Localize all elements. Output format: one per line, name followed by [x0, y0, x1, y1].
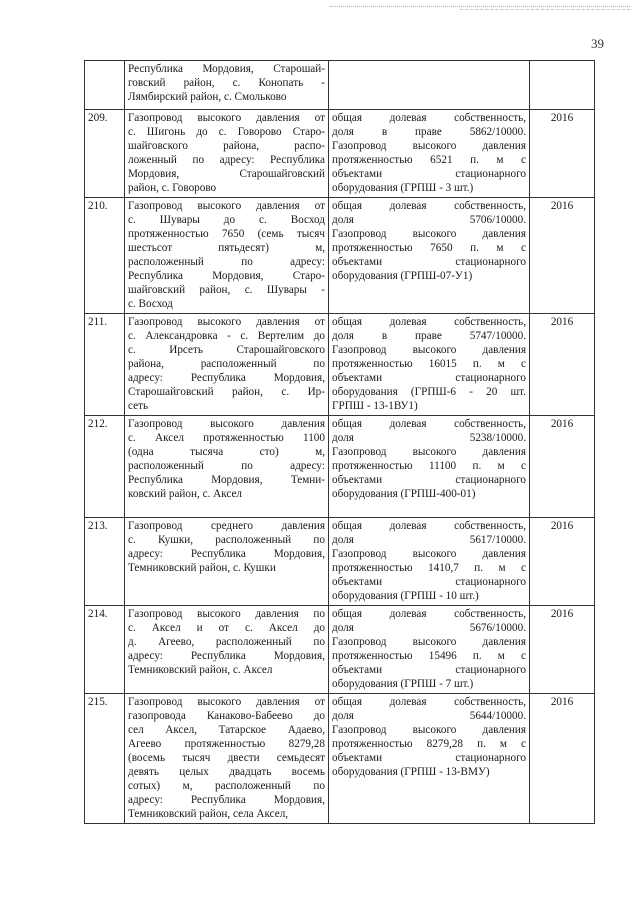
right-description	[329, 61, 530, 110]
text-line: протяженностью 6521 п. м с	[332, 154, 526, 166]
text-line: Темниковский район, с. Аксел	[128, 664, 273, 676]
object-description	[125, 694, 329, 824]
text-line: район, с. Говорово	[128, 182, 217, 194]
text-line: газопровода Канаково-Бабеево до	[128, 710, 325, 722]
table-row	[85, 110, 595, 198]
registration-year: 2016	[530, 606, 595, 694]
text-line: Агеево протяженностью 8279,28	[128, 738, 325, 750]
text-line: объектами стационарного	[332, 752, 526, 764]
text-line: Газопровод высокого давления	[332, 446, 526, 458]
text-line: Газопровод высокого давления	[332, 140, 526, 152]
register-body	[85, 61, 595, 824]
registration-year: 2016	[530, 416, 595, 518]
text-line: доля 5706/10000.	[332, 214, 526, 226]
text-line: с. Шигонь до с. Говорово Старо-	[128, 126, 325, 138]
table-row	[85, 606, 595, 694]
page-number: 39	[591, 36, 604, 51]
text-line: Республика Мордовия, Старо-	[128, 270, 325, 282]
row-number: 209.	[85, 110, 125, 198]
text-line: Газопровод высокого давления	[332, 636, 526, 648]
text-line: Республика Мордовия, Темни-	[128, 474, 325, 486]
text-line: девять целых двадцать восемь	[128, 766, 325, 778]
text-line: (одна тысяча сто) м,	[128, 446, 325, 458]
text-line: Газопровод высокого давления по	[128, 608, 325, 620]
text-line: расположенный по адресу:	[128, 256, 325, 268]
text-line: доля в праве 5747/10000.	[332, 330, 526, 342]
table-row	[85, 694, 595, 824]
text-line: оборудования (ГРПШ - 10 шт.)	[332, 590, 479, 602]
text-line: оборудования (ГРПШ - 13-ВМУ)	[332, 766, 490, 778]
text-line: Газопровод высокого давления	[332, 724, 526, 736]
text-line: адресу: Республика Мордовия,	[128, 794, 325, 806]
text-line: (восемь тысяч двести семьдесят	[128, 752, 325, 764]
text-line: общая долевая собственность,	[332, 200, 526, 212]
text-line: района, расположенный по	[128, 358, 325, 370]
table-row	[85, 314, 595, 416]
text-line: с. Аксел протяженностью 1100	[128, 432, 325, 444]
text-line: ложенный по адресу: Республика	[128, 154, 325, 166]
text-line: адресу: Республика Мордовия,	[128, 548, 325, 560]
text-line: протяженностью 16015 п. м с	[332, 358, 526, 370]
object-description	[125, 606, 329, 694]
row-number: 212.	[85, 416, 125, 518]
text-line: ковский район, с. Аксел	[128, 488, 243, 500]
text-line: доля в праве 5862/10000.	[332, 126, 526, 138]
text-line: Старошайговский район, с. Ир-	[128, 386, 325, 398]
text-line: с. Кушки, расположенный по	[128, 534, 325, 546]
text-line: Газопровод высокого давления от	[128, 112, 325, 124]
text-line: ГРПШ - 13-1ВУ1)	[332, 400, 418, 412]
text-line: оборудования (ГРПШ - 7 шт.)	[332, 678, 474, 690]
text-line: общая долевая собственность,	[332, 316, 526, 328]
text-line: объектами стационарного	[332, 168, 526, 180]
text-line: общая долевая собственность,	[332, 520, 526, 532]
row-number: 213.	[85, 518, 125, 606]
row-number	[85, 61, 125, 110]
text-line: расположенный по адресу:	[128, 460, 325, 472]
table-row	[85, 198, 595, 314]
text-line: Республика Мордовия, Старошай-	[128, 63, 325, 75]
text-line: с. Восход	[128, 298, 173, 310]
right-description	[329, 606, 530, 694]
text-line: оборудования (ГРПШ-400-01)	[332, 488, 476, 500]
text-line: протяженностью 11100 п. м с	[332, 460, 526, 472]
text-line: с. Александровка - с. Вертелим до	[128, 330, 325, 342]
text-line: общая долевая собственность,	[332, 112, 526, 124]
text-line: сел Аксел, Татарское Адаево,	[128, 724, 325, 736]
text-line: Мордовия, Старошайговский	[128, 168, 325, 180]
text-line: общая долевая собственность,	[332, 608, 526, 620]
text-line: доля 5676/10000.	[332, 622, 526, 634]
text-line: протяженностью 15496 п. м с	[332, 650, 526, 662]
text-line: адресу: Республика Мордовия,	[128, 372, 325, 384]
text-line: с. Шувары до с. Восход	[128, 214, 325, 226]
row-number: 214.	[85, 606, 125, 694]
text-line: протяженностью 1410,7 п. м с	[332, 562, 526, 574]
text-line: адресу: Республика Мордовия,	[128, 650, 325, 662]
right-description	[329, 314, 530, 416]
row-number: 210.	[85, 198, 125, 314]
registration-year: 2016	[530, 518, 595, 606]
text-line: объектами стационарного	[332, 372, 526, 384]
text-line: Лямбирский район, с. Смольково	[128, 91, 287, 103]
text-line: доля 5644/10000.	[332, 710, 526, 722]
text-line: доля 5238/10000.	[332, 432, 526, 444]
text-line: Газопровод высокого давления	[332, 228, 526, 240]
text-line: сеть	[128, 400, 149, 412]
row-number: 211.	[85, 314, 125, 416]
object-description	[125, 110, 329, 198]
property-register-table	[84, 60, 595, 824]
text-line: Газопровод высокого давления	[332, 344, 526, 356]
text-line: протяженностью 7650 (семь тысяч	[128, 228, 325, 240]
registration-year: 2016	[530, 110, 595, 198]
text-line: Темниковский район, с. Кушки	[128, 562, 276, 574]
text-line: объектами стационарного	[332, 664, 526, 676]
text-line: доля 5617/10000.	[332, 534, 526, 546]
registration-year: 2016	[530, 694, 595, 824]
right-description	[329, 198, 530, 314]
text-line: Газопровод высокого давления от	[128, 200, 325, 212]
text-line: общая долевая собственность,	[332, 696, 526, 708]
text-line: общая долевая собственность,	[332, 418, 526, 430]
right-description	[329, 416, 530, 518]
text-line: шайговского района, распо-	[128, 140, 325, 152]
text-line: объектами стационарного	[332, 256, 526, 268]
object-description	[125, 518, 329, 606]
table-row	[85, 518, 595, 606]
object-description	[125, 198, 329, 314]
registration-year	[530, 61, 595, 110]
text-line: сотых) м, расположенный по	[128, 780, 325, 792]
text-line: Газопровод среднего давления	[128, 520, 325, 532]
right-description	[329, 110, 530, 198]
text-line: оборудования (ГРПШ-6 - 20 шт.	[332, 386, 526, 398]
text-line: Газопровод высокого давления от	[128, 696, 325, 708]
object-description	[125, 61, 329, 110]
object-description	[125, 314, 329, 416]
text-line: оборудования (ГРПШ-07-У1)	[332, 270, 473, 282]
text-line: объектами стационарного	[332, 474, 526, 486]
text-line: протяженностью 8279,28 п. м с	[332, 738, 526, 750]
text-line: Газопровод высокого давления	[128, 418, 325, 430]
right-description	[329, 694, 530, 824]
row-number: 215.	[85, 694, 125, 824]
text-line: Газопровод высокого давления	[332, 548, 526, 560]
table-row	[85, 416, 595, 518]
text-line: протяженностью 7650 п. м с	[332, 242, 526, 254]
registration-year: 2016	[530, 198, 595, 314]
table-row	[85, 61, 595, 110]
text-line: говский район, с. Конопать -	[128, 77, 325, 89]
text-line: Темниковский район, села Аксел,	[128, 808, 289, 820]
text-line: шестьсот пятьдесят) м,	[128, 242, 325, 254]
text-line: объектами стационарного	[332, 576, 526, 588]
text-line: шайговский район, с. Шувары -	[128, 284, 325, 296]
object-description	[125, 416, 329, 518]
registration-year: 2016	[530, 314, 595, 416]
text-line: оборудования (ГРПШ - 3 шт.)	[332, 182, 474, 194]
right-description	[329, 518, 530, 606]
text-line: д. Агеево, расположенный по	[128, 636, 325, 648]
text-line: с. Аксел и от с. Аксел до	[128, 622, 325, 634]
scan-artifact	[460, 9, 630, 14]
text-line: с. Ирсеть Старошайговского	[128, 344, 325, 356]
text-line: Газопровод высокого давления от	[128, 316, 325, 328]
